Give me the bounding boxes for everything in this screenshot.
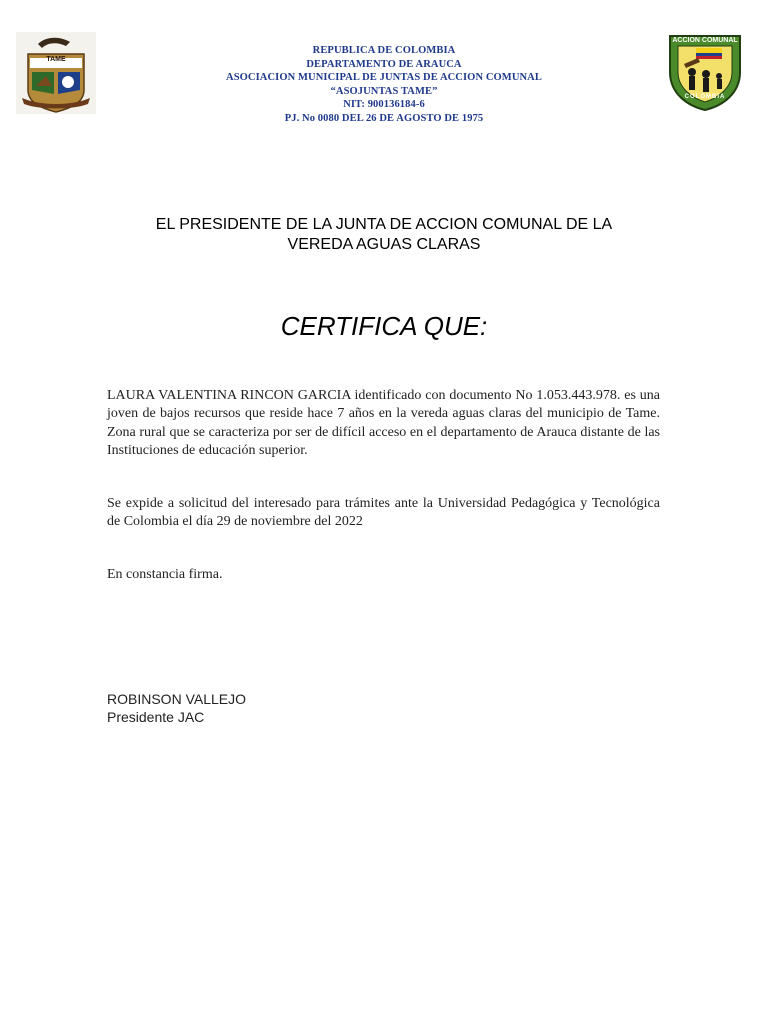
header-line-country: REPUBLICA DE COLOMBIA xyxy=(312,45,456,56)
title-line-1: EL PRESIDENTE DE LA JUNTA DE ACCION COMUNAL DE LA xyxy=(155,216,613,233)
header-line-asojuntas: “ASOJUNTAS TAME” xyxy=(330,85,438,97)
paragraph-certification: LAURA VALENTINA RINCON GARCIA identificado con documento No 1.053.443.978. es una joven de bajos recursos que reside hace 7 años en la vereda aguas claras del municipio de Tame. Zona rural que se caracteriza por ser de difícil acceso en el departamento de Arauca distante de las Instituciones de educación superior. xyxy=(107,388,660,459)
header-line-department: DEPARTAMENTO DE ARAUCA xyxy=(306,58,462,70)
tame-emblem-icon xyxy=(16,32,96,114)
paragraph-purpose: Se expide a solicitud del interesado para trámites ante la Universidad Pedagógica y Tecnológica de Colombia el día 29 de noviembre del 2022 xyxy=(107,496,660,530)
accion-comunal-logo-subtext: COLOMBIA xyxy=(684,94,726,100)
paragraph-closing: En constancia firma. xyxy=(107,567,223,582)
tame-emblem-logo xyxy=(16,32,96,114)
signatory-role: Presidente JAC xyxy=(107,709,205,725)
letterhead xyxy=(150,44,618,126)
header-line-nit: NIT: 900136184-6 xyxy=(343,99,425,111)
certify-heading: CERTIFICA QUE: xyxy=(280,311,488,341)
document-title xyxy=(100,215,668,255)
header-line-association: ASOCIACION MUNICIPAL DE JUNTAS DE ACCION COMUNAL xyxy=(226,72,542,84)
signatory-name: ROBINSON VALLEJO xyxy=(107,691,247,707)
tame-logo-text: TAME xyxy=(46,56,66,63)
signature-block xyxy=(107,690,246,726)
accion-comunal-shield-icon xyxy=(666,32,744,112)
accion-comunal-logo xyxy=(666,32,744,112)
header-line-pj: PJ. No 0080 DEL 26 DE AGOSTO DE 1975 xyxy=(284,112,484,124)
accion-comunal-logo-text: ACCION COMUNAL xyxy=(672,37,738,44)
title-line-2: VEREDA AGUAS CLARAS xyxy=(287,236,481,253)
